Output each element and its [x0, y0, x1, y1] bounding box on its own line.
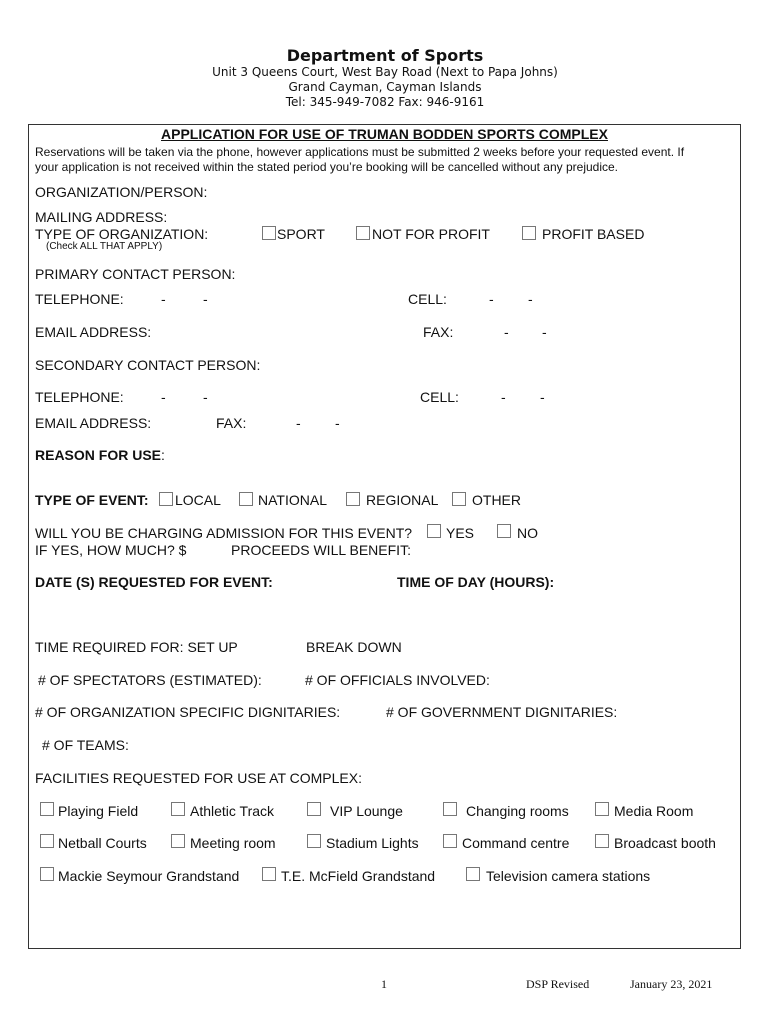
athletic-track-label: Athletic Track — [190, 803, 275, 819]
media-room-checkbox[interactable] — [595, 802, 609, 816]
regional-label: REGIONAL — [366, 492, 439, 508]
national-label: NATIONAL — [258, 492, 327, 508]
org-dignitaries-label: # OF ORGANIZATION SPECIFIC DIGNITARIES: — [35, 704, 341, 720]
regional-checkbox[interactable] — [346, 492, 360, 506]
other-label: OTHER — [472, 492, 521, 508]
mailing-address-label: MAILING ADDRESS: — [35, 209, 168, 225]
not-for-profit-checkbox[interactable] — [356, 226, 370, 240]
cell-label: CELL: — [408, 291, 447, 307]
fax-label: FAX: — [423, 324, 454, 340]
sport-label: SPORT — [277, 226, 325, 242]
cell-dash: - — [528, 291, 533, 307]
fax-label: FAX: — [216, 415, 247, 431]
contact-line: Tel: 345-949-7082 Fax: 946-9161 — [285, 95, 485, 109]
television-camera-stations-checkbox[interactable] — [466, 867, 480, 881]
check-all-note: (Check ALL THAT APPLY) — [46, 241, 163, 252]
intro-text-1: Reservations will be taken via the phone, however applications must be submitted 2 weeks before your requested event. If — [35, 145, 685, 159]
no-label: NO — [517, 525, 538, 541]
reason-for-use-text: REASON FOR USE — [35, 447, 162, 463]
broadcast-booth-label: Broadcast booth — [614, 835, 716, 851]
cell-dash: - — [501, 389, 506, 405]
broadcast-booth-checkbox[interactable] — [595, 834, 609, 848]
telephone-dash: - — [203, 291, 208, 307]
fax-dash: - — [542, 324, 547, 340]
netball-courts-label: Netball Courts — [58, 835, 147, 851]
date-requested-label: DATE (S) REQUESTED FOR EVENT: — [35, 574, 273, 590]
spectators-label: # OF SPECTATORS (ESTIMATED): — [38, 672, 262, 688]
meeting-room-label: Meeting room — [190, 835, 276, 851]
address-line-2: Grand Cayman, Cayman Islands — [288, 80, 482, 94]
fax-dash: - — [504, 324, 509, 340]
charging-admission-label: WILL YOU BE CHARGING ADMISSION FOR THIS EVENT? — [35, 525, 413, 541]
changing-rooms-checkbox[interactable] — [443, 802, 457, 816]
telephone-dash: - — [161, 389, 166, 405]
proceeds-label: PROCEEDS WILL BENEFIT: — [231, 542, 411, 558]
profit-based-label: PROFIT BASED — [542, 226, 645, 242]
teams-label: # OF TEAMS: — [42, 737, 129, 753]
national-checkbox[interactable] — [239, 492, 253, 506]
primary-contact-label: PRIMARY CONTACT PERSON: — [35, 266, 236, 282]
meeting-room-checkbox[interactable] — [171, 834, 185, 848]
mackie-seymour-grandstand-label: Mackie Seymour Grandstand — [58, 868, 240, 884]
cell-dash: - — [540, 389, 545, 405]
media-room-label: Media Room — [614, 803, 694, 819]
mackie-seymour-grandstand-checkbox[interactable] — [40, 867, 54, 881]
cell-label: CELL: — [420, 389, 459, 405]
command-centre-checkbox[interactable] — [443, 834, 457, 848]
page-title: Department of Sports — [286, 46, 484, 65]
te-mcfield-grandstand-label: T.E. McField Grandstand — [281, 868, 436, 884]
television-camera-stations-label: Television camera stations — [486, 868, 651, 884]
sport-checkbox[interactable] — [262, 226, 276, 240]
type-of-event-label: TYPE OF EVENT: — [35, 492, 149, 508]
time-of-day-label: TIME OF DAY (HOURS): — [397, 574, 555, 590]
email-label: EMAIL ADDRESS: — [35, 324, 152, 340]
secondary-contact-label: SECONDARY CONTACT PERSON: — [35, 357, 261, 373]
revision-date: January 23, 2021 — [630, 977, 713, 991]
reason-for-use-label — [35, 447, 165, 463]
changing-rooms-label: Changing rooms — [466, 803, 569, 819]
vip-lounge-label: VIP Lounge — [330, 803, 403, 819]
time-required-label: TIME REQUIRED FOR: SET UP — [35, 639, 238, 655]
gov-dignitaries-label: # OF GOVERNMENT DIGNITARIES: — [386, 704, 618, 720]
command-centre-label: Command centre — [462, 835, 570, 851]
te-mcfield-grandstand-checkbox[interactable] — [262, 867, 276, 881]
email-label: EMAIL ADDRESS: — [35, 415, 152, 431]
reason-colon: : — [161, 447, 165, 463]
netball-courts-checkbox[interactable] — [40, 834, 54, 848]
playing-field-checkbox[interactable] — [40, 802, 54, 816]
break-down-label: BREAK DOWN — [306, 639, 402, 655]
stadium-lights-label: Stadium Lights — [326, 835, 419, 851]
telephone-dash: - — [203, 389, 208, 405]
other-checkbox[interactable] — [452, 492, 466, 506]
page-number: 1 — [381, 977, 387, 991]
fax-dash: - — [296, 415, 301, 431]
stadium-lights-checkbox[interactable] — [307, 834, 321, 848]
telephone-label: TELEPHONE: — [35, 389, 124, 405]
yes-label: YES — [446, 525, 475, 541]
profit-based-checkbox[interactable] — [522, 226, 536, 240]
telephone-dash: - — [161, 291, 166, 307]
local-checkbox[interactable] — [159, 492, 173, 506]
form-title: APPLICATION FOR USE OF TRUMAN BODDEN SPORTS COMPLEX — [161, 126, 608, 142]
playing-field-label: Playing Field — [58, 803, 139, 819]
revision-label: DSP Revised — [526, 977, 590, 991]
not-for-profit-label: NOT FOR PROFIT — [372, 226, 490, 242]
fax-dash: - — [335, 415, 340, 431]
address-line-1: Unit 3 Queens Court, West Bay Road (Next to Papa Johns) — [212, 65, 558, 79]
officials-label: # OF OFFICIALS INVOLVED: — [305, 672, 490, 688]
no-checkbox[interactable] — [497, 524, 511, 538]
cell-dash: - — [489, 291, 494, 307]
yes-checkbox[interactable] — [427, 524, 441, 538]
type-of-organization-label: TYPE OF ORGANIZATION: — [35, 226, 209, 242]
telephone-label: TELEPHONE: — [35, 291, 124, 307]
vip-lounge-checkbox[interactable] — [307, 802, 321, 816]
intro-text-2: your application is not received within the stated period you’re booking will be cancelled without any prejudice. — [35, 160, 619, 174]
local-label: LOCAL — [175, 492, 221, 508]
athletic-track-checkbox[interactable] — [171, 802, 185, 816]
organization-label: ORGANIZATION/PERSON: — [35, 184, 208, 200]
how-much-label: IF YES, HOW MUCH? $ — [35, 542, 187, 558]
facilities-label: FACILITIES REQUESTED FOR USE AT COMPLEX: — [35, 770, 362, 786]
